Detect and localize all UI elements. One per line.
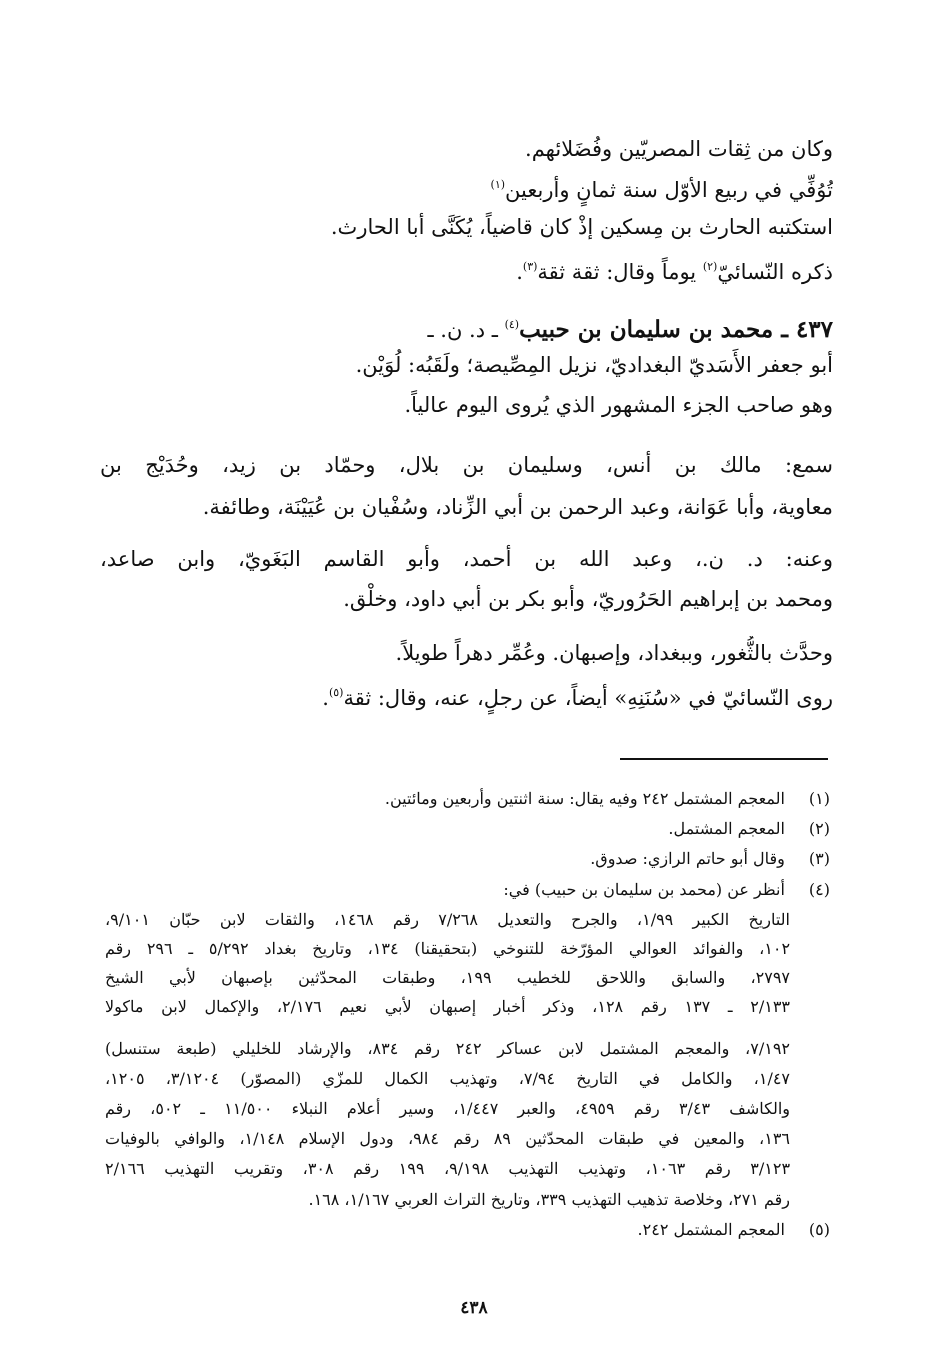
text-line-9: معاوية، وأبا عَوَانة، وعبد الرحمن بن أبي الزِّناد، وسُفْيان بن عُيَيْنَة، وطائفة. <box>202 495 833 519</box>
footnote-ref: (٥) <box>328 686 344 699</box>
footnote-4-line: ٢/١٣٣ ـ ١٣٧ رقم ١٢٨، وذكر أخبار إصبهان لأبي نعيم ٢/١٧٦، والإكمال لابن ماكولا <box>105 997 790 1016</box>
footnote-ref: (١) <box>490 178 506 191</box>
text-line-10: وعنه: د. ن.، وعبد الله بن أحمد، وأبو القاسم البَغَويّ، وابن صاعد، <box>100 547 833 571</box>
text-line-8: سمع: مالك بن أنس، وسليمان بن بلال، وحمّاد بن زيد، وحُدَيْج بن <box>100 453 833 477</box>
footnote-ref: (٤) <box>504 318 520 331</box>
footnote-4-line: ١٣٦، والمعين في طبقات المحدّثين ٨٩ رقم ٩٨٤، ودول الإسلام ١/١٤٨، والوافي بالوفيات <box>105 1129 790 1148</box>
text-line-1: وكان من ثِقات المصريّين وفُضَلائهم. <box>525 137 833 161</box>
footnote-3: (٣) وقال أبو حاتم الرازي: صدوق. <box>590 849 830 868</box>
text-line-7: وهو صاحب الجزء المشهور الذي يُروى اليوم عالياً. <box>404 393 833 417</box>
footnote-2: (٢) المعجم المشتمل. <box>668 819 830 838</box>
text-line-11: ومحمد بن إبراهيم الحَرُوريّ، وأبو بكر بن أبي داود، وخلْق. <box>343 587 833 611</box>
text-line-12: وحدَّث بالثُّغور، وببغداد، وإصبهان. وعُمِّر دهراً طويلاً. <box>395 641 833 665</box>
text-line-13: روى النّسائيّ في «سُنَنِهِ» أيضاً، عن رجلٍ، عنه، وقال: ثقة$^{(٥)}$. <box>322 686 833 710</box>
footnote-4-line: ٢٧٩٧، والسابق واللاحق للخطيب ١٩٩، وطبقات المحدّثين بإصبهان لأبي الشيخ <box>105 968 790 987</box>
footnote-1: (١) المعجم المشتمل ٢٤٢ وفيه يقال: سنة اثنتين وأربعين ومائتين. <box>384 789 830 808</box>
text-line-2: تُوُفِّي في ربيع الأوّل سنة ثمانٍ وأربعين$^{(١)}$ <box>490 178 833 202</box>
footnote-ref: (٣) <box>522 260 538 273</box>
footnote-4-line: التاريخ الكبير ١/٩٩، والجرح والتعديل ٧/٢٦٨ رقم ١٤٦٨، والثقات لابن حبّان ٩/١٠١، <box>105 910 790 929</box>
footnote-4-line: ٧/١٩٢، والمعجم المشتمل لابن عساكر ٢٤٢ رقم ٨٣٤، والإرشاد للخليلي (طبعة ستنسل) <box>105 1039 790 1058</box>
footnote-4: (٤) أنظر عن (محمد بن سليمان بن حبيب) في: <box>503 880 830 899</box>
text-line-3: استكتبه الحارث بن مِسكين إذْ كان قاضياً، يُكَنَّى أبا الحارث. <box>330 215 833 239</box>
page-number: ٤٣٨ <box>460 1298 488 1318</box>
footnote-4-line: ١٠٢، والفوائد العوالي المؤرّخة للتنوخي (بتحقيقنا) ١٣٤، وتاريخ بغداد ٥/٢٩٢ ـ ٢٩٦ رقم <box>105 939 790 958</box>
footnote-4-line: والكاشف ٣/٤٣ رقم ٤٩٥٩، والعبر ١/٤٤٧، وسير أعلام النبلاء ١١/٥٠٠ ـ ٥٠٢، رقم <box>105 1099 790 1118</box>
footnote-ref: (٢) <box>702 260 718 273</box>
text-line-4: ذكره النّسائيّ$^{(٢)}$ يوماً وقال: ثقة ثقة$^{(٣)}$. <box>516 260 833 284</box>
footnote-5: (٥) المعجم المشتمل ٢٤٢. <box>637 1220 830 1239</box>
text-line-6: أبو جعفر الأَسَديّ البغداديّ، نزيل المِصِّيصة؛ ولَقَبُه: لُوَيْن. <box>355 353 833 377</box>
footnote-4-line: ٣/١٢٣ رقم ١٠٦٣، وتهذيب التهذيب ٩/١٩٨، ١٩٩ رقم ٣٠٨، وتقريب التهذيب ٢/١٦٦ <box>105 1159 790 1178</box>
footnote-separator <box>620 758 828 760</box>
footnote-4-line: رقم ٢٧١، وخلاصة تذهيب التهذيب ٣٣٩، وتاريخ التراث العربي ١/١٦٧، ١٦٨. <box>308 1190 790 1209</box>
entry-heading: ٤٣٧ ـ محمد بن سليمان بن حبيب$^{(٤)}$ ـ د. ن. ـ <box>427 316 833 343</box>
footnote-4-line: ١/٤٧، والكامل في التاريخ ٧/٩٤، وتهذيب الكمال للمزّي (المصوّر) ٣/١٢٠٤، ١٢٠٥، <box>105 1069 790 1088</box>
